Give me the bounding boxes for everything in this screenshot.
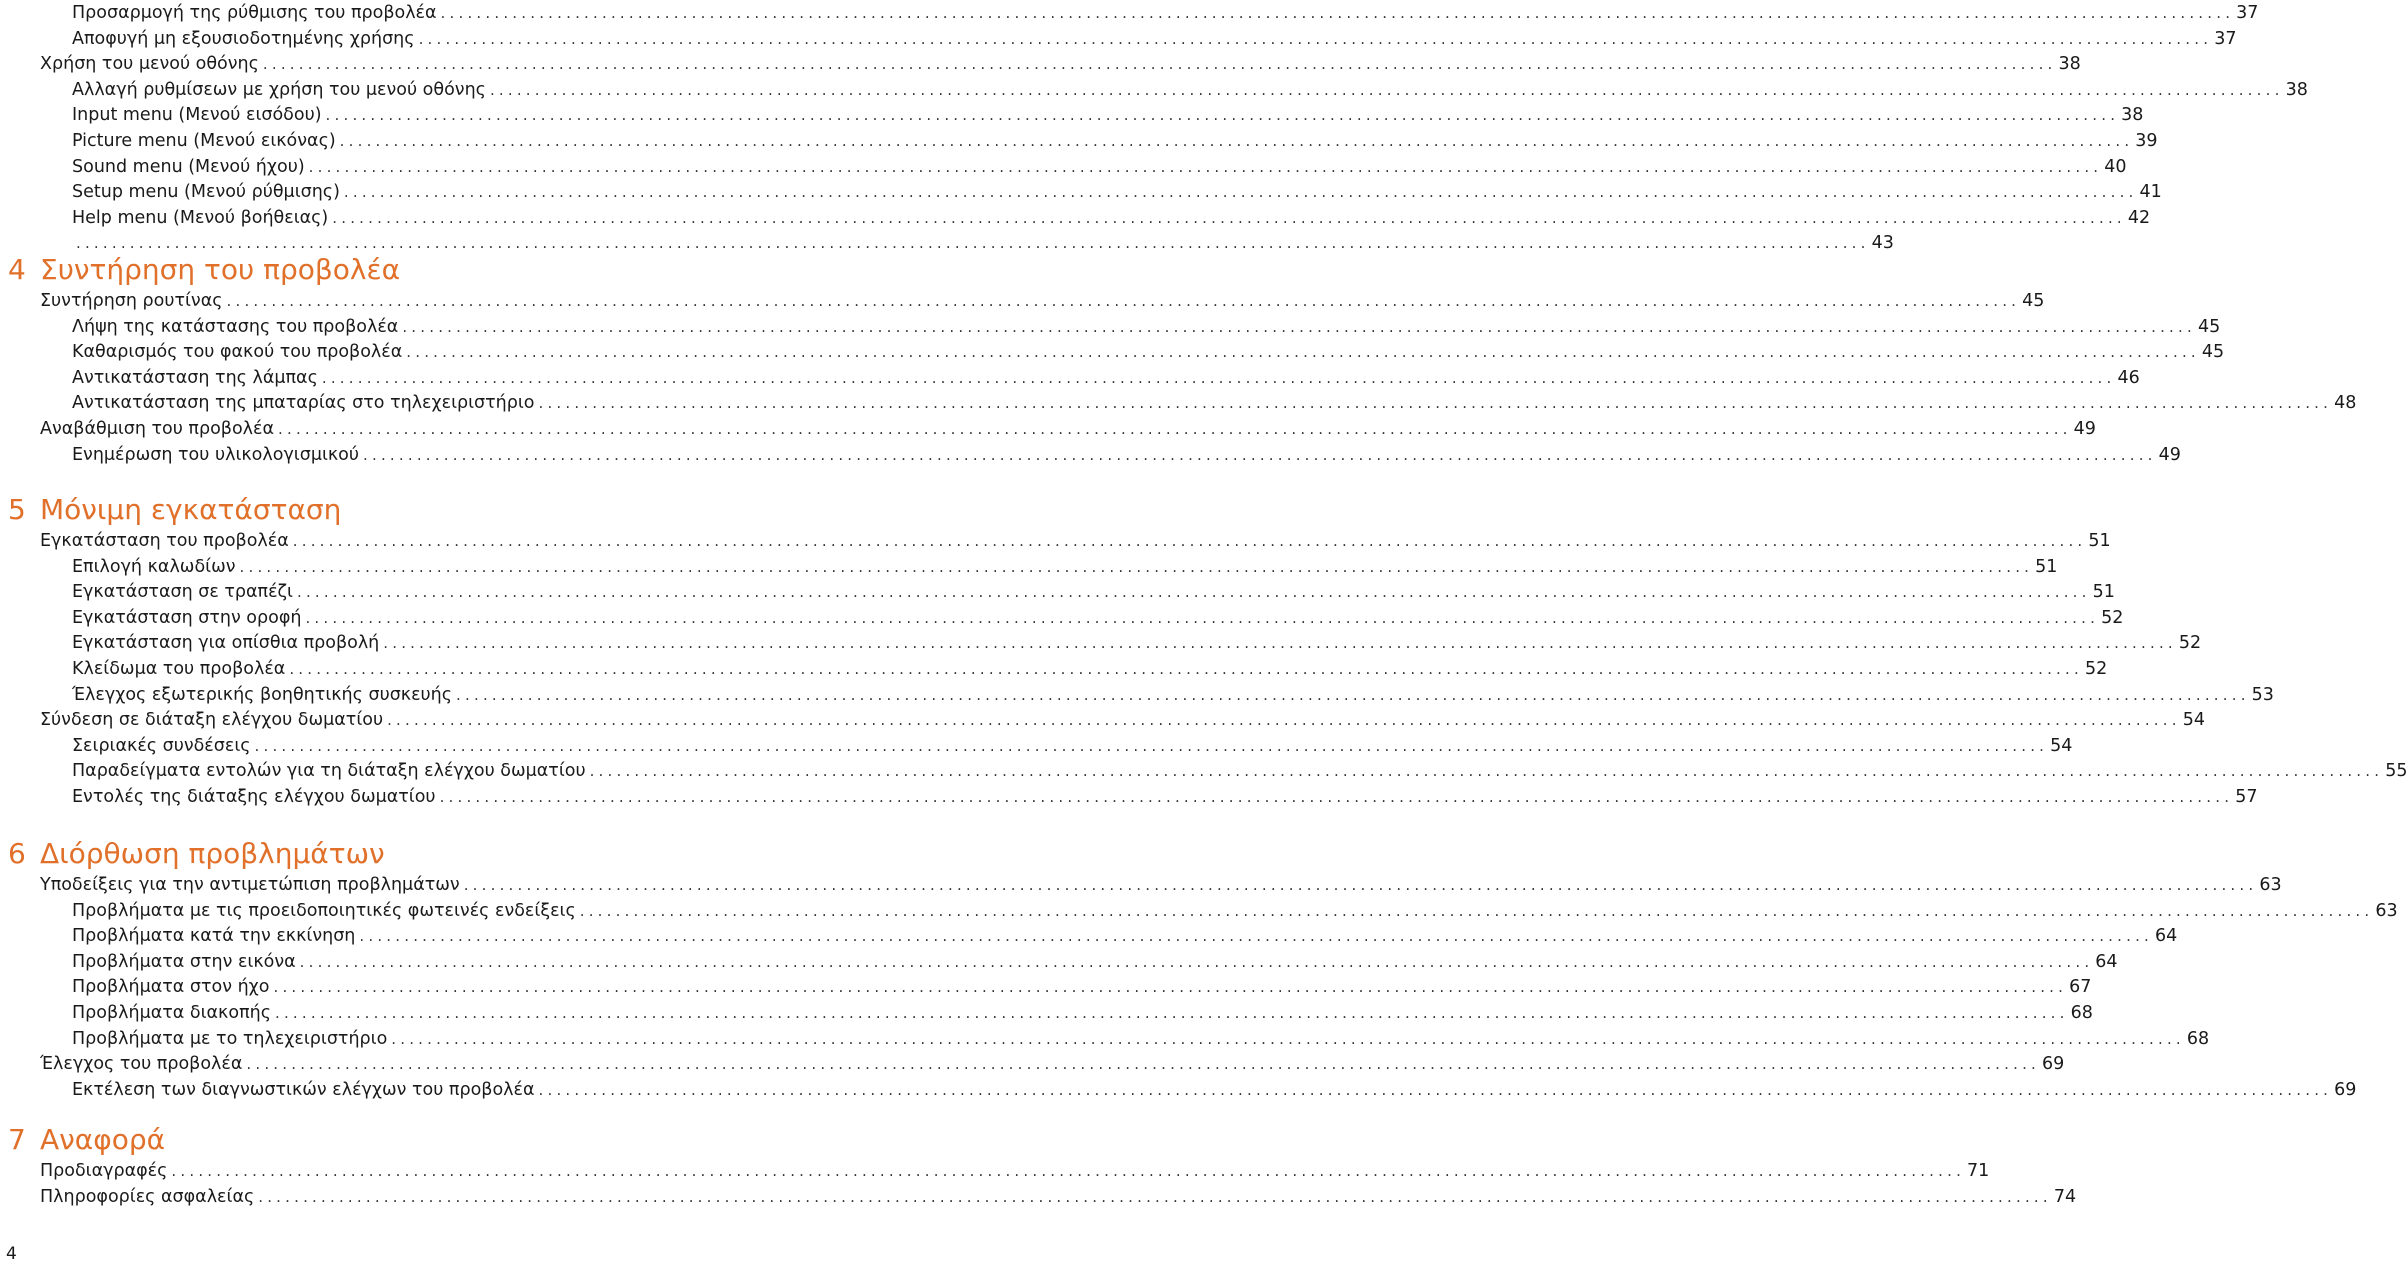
toc-entry-label: Προβλήματα με τις προειδοποιητικές φωτεινές ενδείξεις [72, 901, 576, 921]
toc-entry[interactable] [72, 316, 2221, 338]
toc-entry-label: Ενημέρωση του υλικολογισμικού [72, 445, 360, 465]
dot-leader: ........................................................................................................................................................................................................ [171, 1162, 1966, 1180]
toc-entry-page: 64 [2095, 952, 2118, 972]
dot-leader: ........................................................................................................................................................................................................ [383, 634, 2177, 652]
toc-entry-page: 74 [2053, 1187, 2077, 1207]
dot-leader: ........................................................................................................................................................................................................ [273, 978, 2068, 996]
toc-entry[interactable] [72, 684, 2274, 706]
dot-leader: ........................................................................................................................................................................................................ [440, 4, 2235, 22]
toc-entry-label: Έλεγχος του προβολέα [40, 1054, 243, 1074]
chapter-title: Μόνιμη εγκατάσταση [40, 493, 342, 526]
dot-leader: ........................................................................................................................................................................................................ [339, 132, 2134, 150]
toc-entry[interactable] [72, 392, 2357, 414]
toc-entry-page: 52 [2084, 659, 2108, 679]
toc-entry-page: 54 [2182, 710, 2205, 730]
toc-entry-page: 45 [2022, 291, 2045, 311]
toc-entry-label: Εντολές της διάταξης ελέγχου δωματίου [72, 787, 436, 807]
toc-entry-page: 37 [2214, 29, 2237, 49]
toc-entry[interactable] [72, 607, 2124, 629]
toc-entry-label: Help menu (Μενού βοήθειας) [72, 208, 329, 228]
toc-entry-label: Συντήρηση ρουτίνας [40, 291, 223, 311]
chapter-number: 5 [8, 493, 26, 526]
toc-entry-label: Αποφυγή μη εξουσιοδοτημένης χρήσης [72, 29, 415, 49]
dot-leader: ........................................................................................................................................................................................................ [325, 106, 2120, 124]
toc-entry[interactable] [72, 786, 2258, 808]
toc-entry[interactable] [72, 156, 2127, 178]
toc-entry-label: Εγκατάσταση για οπίσθια προβολή [72, 633, 380, 653]
toc-entry-page: 51 [2092, 582, 2115, 602]
chapter-heading[interactable] [8, 252, 400, 288]
dot-leader: ........................................................................................................................................................................................................ [359, 927, 2154, 945]
toc-entry-label: Χρήση του μενού οθόνης [40, 54, 259, 74]
toc-entry-label: Input menu (Μενού εισόδου) [72, 105, 322, 125]
toc-entry-page: 39 [2135, 131, 2158, 151]
toc-entry-page: 40 [2104, 157, 2127, 177]
toc-entry[interactable] [72, 735, 2073, 757]
dot-leader: ........................................................................................................................................................................................................ [463, 876, 2258, 894]
chapter-title: Συντήρηση του προβολέα [40, 253, 401, 286]
toc-entry[interactable] [72, 79, 2308, 101]
dot-leader: ........................................................................................................................................................................................................ [489, 81, 2284, 99]
dot-leader: ........................................................................................................................................................................................................ [538, 1081, 2333, 1099]
toc-entry[interactable] [72, 556, 2058, 578]
dot-leader: ........................................................................................................................................................................................................ [321, 369, 2116, 387]
dot-leader: ........................................................................................................................................................................................................ [76, 234, 1870, 252]
toc-entry-page: 45 [2197, 317, 2221, 337]
toc-entry[interactable] [72, 632, 2202, 654]
dot-leader: ........................................................................................................................................................................................................ [262, 55, 2057, 73]
dot-leader: ........................................................................................................................................................................................................ [456, 686, 2250, 704]
toc-entry[interactable] [40, 1053, 2065, 1075]
toc-entry-label: Προβλήματα κατά την εκκίνηση [72, 926, 356, 946]
dot-leader: ........................................................................................................................................................................................................ [439, 788, 2234, 806]
toc-entry-label: Εγκατάσταση σε τραπέζι [72, 582, 293, 602]
dot-leader: ........................................................................................................................................................................................................ [402, 318, 2196, 336]
chapter-number: 7 [8, 1123, 26, 1156]
toc-entry-page: 42 [2127, 208, 2151, 228]
toc-entry[interactable] [72, 1079, 2357, 1101]
dot-leader: ........................................................................................................................................................................................................ [308, 158, 2103, 176]
toc-entry-page: 43 [1871, 233, 1894, 253]
toc-entry-label: Προβλήματα στον ήχο [72, 977, 270, 997]
toc-entry-label: Λήψη της κατάστασης του προβολέα [72, 317, 399, 337]
chapter-number: 4 [8, 253, 26, 286]
dot-leader: ........................................................................................................................................................................................................ [332, 209, 2126, 227]
toc-entry-page: 46 [2117, 368, 2140, 388]
toc-entry-page: 51 [2088, 531, 2111, 551]
dot-leader: ........................................................................................................................................................................................................ [299, 953, 2094, 971]
toc-entry-label: Σειριακές συνδέσεις [72, 736, 251, 756]
toc-entry-label: Υποδείξεις για την αντιμετώπιση προβλημάτων [40, 875, 460, 895]
toc-entry-page: 54 [2050, 736, 2073, 756]
toc-entry-page: 64 [2155, 926, 2178, 946]
toc-entry-page: 49 [2158, 445, 2181, 465]
toc-entry[interactable] [72, 1002, 2093, 1024]
toc-entry-label: Επιλογή καλωδίων [72, 557, 236, 577]
dot-leader: ........................................................................................................................................................................................................ [305, 609, 2100, 627]
toc-entry-page: 52 [2178, 633, 2202, 653]
toc-entry[interactable] [72, 367, 2140, 389]
toc-entry[interactable] [40, 1186, 2077, 1208]
toc-entry-page: 68 [2070, 1003, 2093, 1023]
chapter-title: Διόρθωση προβλημάτων [40, 837, 385, 870]
dot-leader: ........................................................................................................................................................................................................ [292, 532, 2087, 550]
toc-entry-label: Προβλήματα διακοπής [72, 1003, 271, 1023]
toc-entry-label: Προβλήματα με το τηλεχειριστήριο [72, 1029, 388, 1049]
toc-entry[interactable] [72, 900, 2398, 922]
toc-entry[interactable] [72, 444, 2181, 466]
toc-entry[interactable] [40, 874, 2282, 896]
dot-leader: ........................................................................................................................................................................................................ [387, 711, 2181, 729]
dot-leader: ........................................................................................................................................................................................................ [589, 762, 2384, 780]
toc-entry-label: Αλλαγή ρυθμίσεων με χρήση του μενού οθόνης [72, 80, 486, 100]
toc-entry-page: 38 [2285, 80, 2308, 100]
toc-entry-label: Παραδείγματα εντολών για τη διάταξη ελέγχου δωματίου [72, 761, 586, 781]
toc-entry-page: 38 [2058, 54, 2081, 74]
toc-entry-page: 45 [2201, 342, 2225, 362]
toc-entry-label: Έλεγχος εξωτερικής βοηθητικής συσκευής [72, 685, 453, 705]
dot-leader: ........................................................................................................................................................................................................ [391, 1030, 2185, 1048]
toc-entry[interactable] [72, 2, 2259, 24]
toc-entry[interactable] [72, 207, 2151, 229]
toc-entry-page: 37 [2236, 3, 2259, 23]
toc-entry-label: Προσαρμογή της ρύθμισης του προβολέα [72, 3, 437, 23]
toc-entry[interactable] [72, 1028, 2210, 1050]
chapter-title: Αναφορά [40, 1123, 166, 1156]
toc-entry-page: 51 [2035, 557, 2058, 577]
toc-entry-page: 53 [2251, 685, 2274, 705]
toc-entry-label: Αντικατάσταση της μπαταρίας στο τηλεχειριστήριο [72, 393, 535, 413]
toc-entry-label: Καθαρισμός του φακού του προβολέα [72, 342, 403, 362]
toc-entry-label: Κλείδωμα του προβολέα [72, 659, 286, 679]
dot-leader: ........................................................................................................................................................................................................ [363, 446, 2157, 464]
toc-entry[interactable] [40, 530, 2111, 552]
dot-leader: ........................................................................................................................................................................................................ [246, 1055, 2041, 1073]
dot-leader: ........................................................................................................................................................................................................ [226, 292, 2021, 310]
toc-entry[interactable] [72, 181, 2162, 203]
dot-leader: ........................................................................................................................................................................................................ [239, 558, 2034, 576]
dot-leader: ........................................................................................................................................................................................................ [538, 394, 2333, 412]
toc-entry-page: 49 [2073, 419, 2096, 439]
toc-entry[interactable] [72, 760, 2408, 782]
toc-entry[interactable] [72, 925, 2178, 947]
toc-entry[interactable] [40, 418, 2096, 440]
chapter-heading[interactable] [8, 1122, 165, 1158]
toc-entry[interactable] [40, 1160, 1990, 1182]
toc-entry[interactable] [72, 232, 1894, 254]
toc-entry[interactable] [72, 28, 2237, 50]
toc-entry-label: Εγκατάσταση στην οροφή [72, 608, 302, 628]
toc-entry-page: 55 [2385, 761, 2408, 781]
toc-entry-page: 38 [2121, 105, 2144, 125]
dot-leader: ........................................................................................................................................................................................................ [254, 737, 2049, 755]
toc-entry[interactable] [40, 53, 2081, 75]
dot-leader: ........................................................................................................................................................................................................ [289, 660, 2083, 678]
toc-entry-label: Εγκατάσταση του προβολέα [40, 531, 289, 551]
toc-entry-page: 63 [2375, 901, 2398, 921]
toc-entry-page: 69 [2042, 1054, 2065, 1074]
toc-entry[interactable] [40, 709, 2205, 731]
dot-leader: ........................................................................................................................................................................................................ [274, 1004, 2069, 1022]
toc-entry-page: 52 [2101, 608, 2124, 628]
toc-entry[interactable] [72, 976, 2092, 998]
toc-entry-label: Σύνδεση σε διάταξη ελέγχου δωματίου [40, 710, 384, 730]
toc-entry-page: 41 [2139, 182, 2162, 202]
toc-entry-label: Πληροφορίες ασφαλείας [40, 1187, 255, 1207]
dot-leader: ........................................................................................................................................................................................................ [343, 183, 2138, 201]
toc-entry[interactable] [72, 951, 2118, 973]
dot-leader: ........................................................................................................................................................................................................ [579, 902, 2374, 920]
toc-entry[interactable] [72, 104, 2144, 126]
toc-entry-label: Setup menu (Μενού ρύθμισης) [72, 182, 340, 202]
toc-entry[interactable] [72, 658, 2108, 680]
toc-entry-label: Προβλήματα στην εικόνα [72, 952, 296, 972]
chapter-heading[interactable] [8, 492, 341, 528]
toc-entry-page: 63 [2259, 875, 2282, 895]
toc-entry-page: 71 [1967, 1161, 1990, 1181]
toc-entry[interactable] [72, 341, 2225, 363]
toc-entry-label: Αντικατάσταση της λάμπας [72, 368, 318, 388]
toc-entry-page: 69 [2334, 1080, 2357, 1100]
toc-entry-label: Εκτέλεση των διαγνωστικών ελέγχων του προβολέα [72, 1080, 535, 1100]
dot-leader: ........................................................................................................................................................................................................ [418, 30, 2213, 48]
toc-entry-page: 48 [2334, 393, 2357, 413]
dot-leader: ........................................................................................................................................................................................................ [406, 343, 2200, 361]
toc-entry-page: 57 [2235, 787, 2258, 807]
toc-entry-page: 68 [2186, 1029, 2210, 1049]
toc-entry-label: Προδιαγραφές [40, 1161, 168, 1181]
toc-entry-label: Picture menu (Μενού εικόνας) [72, 131, 336, 151]
page-number: 4 [6, 1244, 17, 1264]
toc-entry[interactable] [72, 581, 2115, 603]
dot-leader: ........................................................................................................................................................................................................ [278, 420, 2072, 438]
toc-entry-label: Αναβάθμιση του προβολέα [40, 419, 275, 439]
dot-leader: ........................................................................................................................................................................................................ [296, 583, 2091, 601]
chapter-heading[interactable] [8, 836, 385, 872]
toc-entry-label: Sound menu (Μενού ήχου) [72, 157, 305, 177]
chapter-number: 6 [8, 837, 26, 870]
toc-entry[interactable] [72, 130, 2158, 152]
toc-entry[interactable] [40, 290, 2045, 312]
toc-entry-page: 67 [2069, 977, 2092, 997]
dot-leader: ........................................................................................................................................................................................................ [258, 1188, 2052, 1206]
